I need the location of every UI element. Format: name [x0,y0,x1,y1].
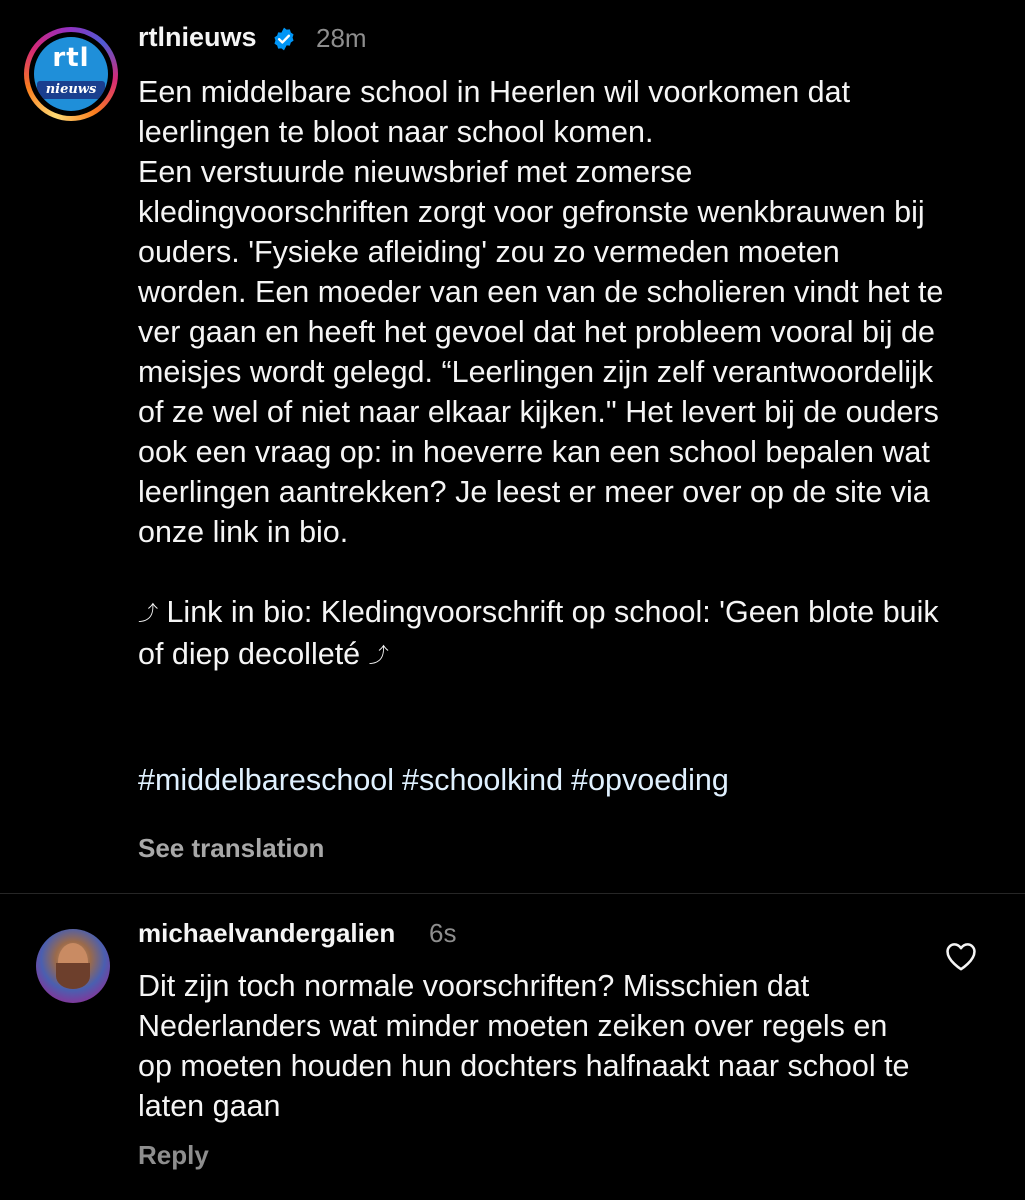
avatar-beard [56,963,90,989]
arrow-up-right-icon: ⤴ [368,644,389,667]
post-caption [138,72,948,676]
verified-badge-icon [271,26,297,52]
comment-text: Dit zijn toch normale voorschriften? Misschien dat Nederlanders wat minder moeten zeiken over regels en op moeten houden hun dochters halfnaakt naar school te laten gaan [138,969,910,1123]
logo-mark: rtl [52,43,90,73]
arrow-up-right-icon: ⤴ [138,602,158,625]
hashtag-link[interactable]: #schoolkind [402,763,564,797]
reply-button[interactable]: Reply [138,1140,209,1170]
rtl-nieuws-logo [34,37,108,111]
hashtag-link[interactable]: #middelbareschool [138,763,395,797]
hashtag-link[interactable]: #opvoeding [571,763,729,797]
comment-timestamp: 6s [429,918,457,948]
hashtag-list [138,760,737,800]
caption-link-line [138,592,948,676]
divider [0,893,1025,894]
story-ring-avatar[interactable] [24,27,118,121]
avatar-ring-gap [29,32,113,116]
caption-body: Een middelbare school in Heerlen wil voorkomen dat leerlingen te bloot naar school komen. Een verstuurde nieuwsbrief met zomerse kledingvoorschriften zorgt voor gefronste wenkbrauwen bij ouders. 'Fysieke afleiding' zou zo vermeden moeten worden. Een moeder van een van de scholieren vindt het te ver gaan en heeft het gevoel dat het probleem vooral bij de meisjes wordt gelegd. “Leerlingen zijn zelf verantwoordelijk of ze wel of niet naar elkaar kijken." Het levert bij de ouders ook een vraag op: in hoeverre kan een school bepalen wat leerlingen aantrekken? Je leest er meer over op de site via onze link in bio. [138,75,944,549]
comment-username[interactable]: michaelvandergalien [138,918,396,948]
post-username[interactable]: rtlnieuws [138,22,257,52]
post-timestamp: 28m [316,23,367,53]
heart-icon[interactable] [944,940,978,972]
commenter-avatar[interactable] [36,929,110,1003]
link-in-bio-text: Link in bio: Kledingvoorschrift op school: 'Geen blote buik of diep decolleté [138,595,939,671]
logo-subtitle: nieuws [37,81,105,99]
see-translation-button[interactable]: See translation [138,833,325,863]
